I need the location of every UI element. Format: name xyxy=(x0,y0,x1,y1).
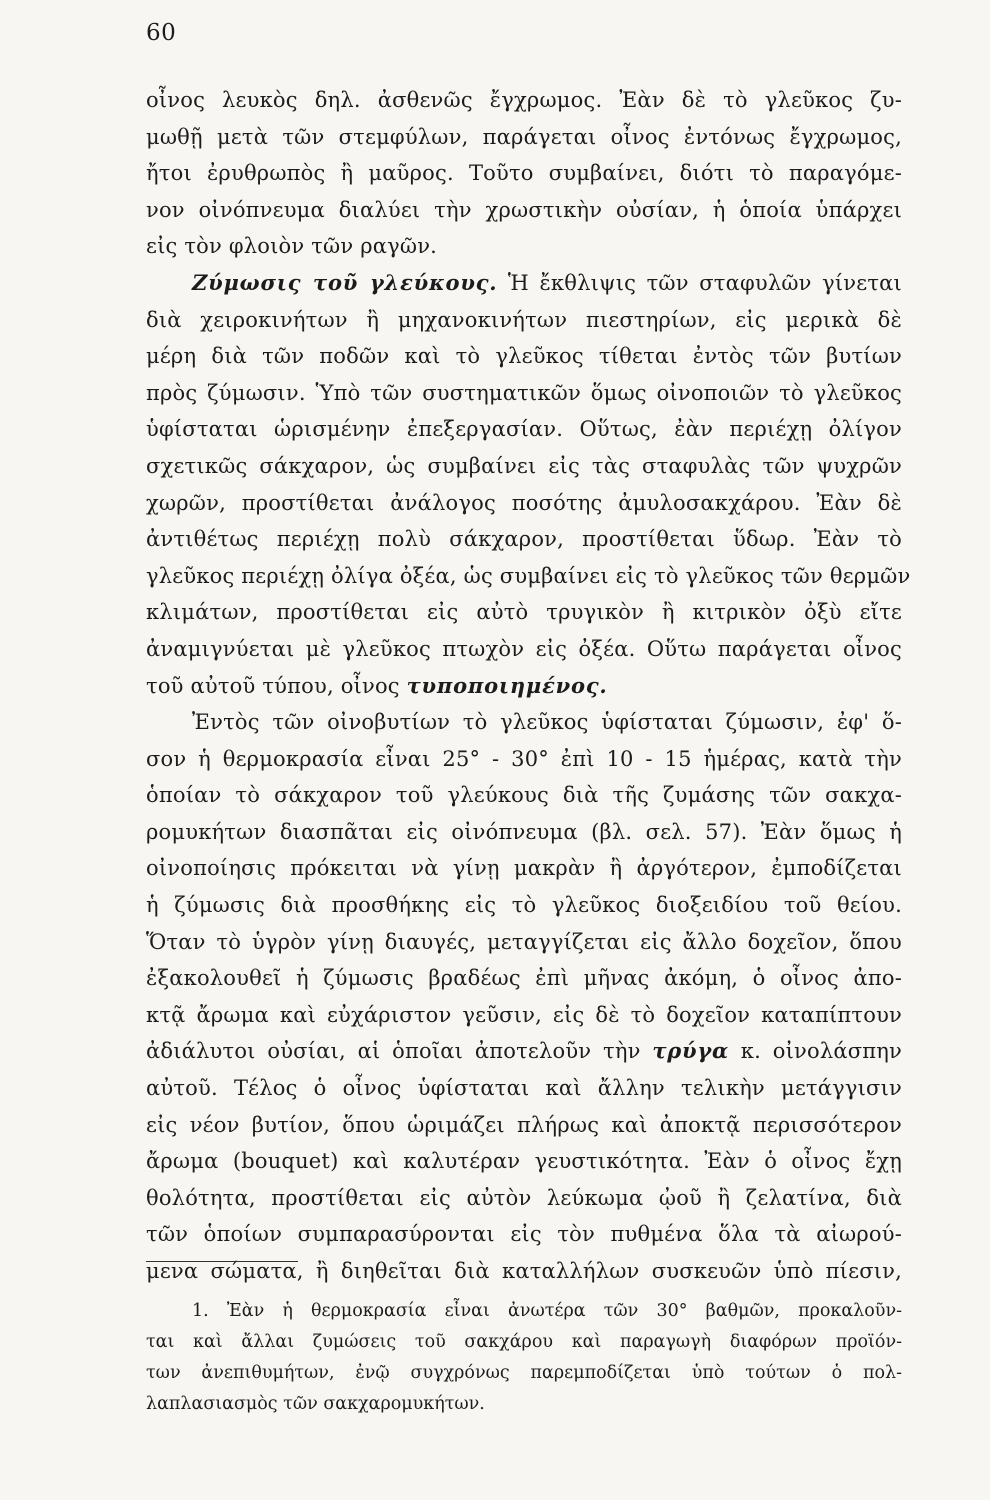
text-span: Ἡ ἔκθλιψις τῶν σταφυλῶν γίνεται xyxy=(497,270,902,295)
text-line: κλιμάτων, προστίθεται εἰς αὐτὸ τρυγικὸν ἢ κιτρικὸν ὀξὺ εἴτε xyxy=(146,600,902,625)
text-line: ἡ ζύμωσις διὰ προσθήκης εἰς τὸ γλεῦκος διοξειδίου τοῦ θείου. xyxy=(146,893,902,918)
text-line: αὐτοῦ. Τέλος ὁ οἶνος ὑφίσταται καὶ ἄλλην τελικὴν μετάγγισιν xyxy=(146,1076,902,1101)
footnote-line: 1. Ἐὰν ἡ θερμοκρασία εἶναι ἀνωτέρα τῶν 30° βαθμῶν, προκαλοῦν- xyxy=(192,1301,902,1321)
text-line: σον ἡ θερμοκρασία εἶναι 25° - 30° ἐπὶ 10 - 15 ἡμέρας, κατὰ τὴν xyxy=(146,746,902,771)
text-line: εἰς τὸν φλοιὸν τῶν ραγῶν. xyxy=(146,234,438,259)
footnote-divider xyxy=(146,1261,298,1262)
footnote-line: λαπλασιασμὸς τῶν σακχαρομυκήτων. xyxy=(146,1394,485,1414)
text-span: κ. οἰνολάσπην xyxy=(729,1039,902,1064)
text-line: οἶνος λευκὸς δηλ. ἀσθενῶς ἔγχρωμος. Ἐὰν δὲ τὸ γλεῦκος ζυ- xyxy=(146,88,902,112)
footnote-line: ται καὶ ἄλλαι ζυμώσεις τοῦ σακχάρου καὶ παραγωγὴ διαφόρων προϊόν- xyxy=(146,1332,902,1352)
text-line xyxy=(146,1033,902,1070)
text-line: τῶν ὁποίων συμπαρασύρονται εἰς τὸν πυθμένα ὅλα τὰ αἰωρού- xyxy=(146,1222,902,1247)
text-line: ἐξακολουθεῖ ἡ ζύμωσις βραδέως ἐπὶ μῆνας ἀκόμη, ὁ οἶνος ἀπο- xyxy=(146,966,902,991)
text-span: ἀδιάλυτοι οὐσίαι, αἱ ὁποῖαι ἀποτελοῦν τὴν xyxy=(146,1039,653,1064)
text-line: ἀναμιγνύεται μὲ γλεῦκος πτωχὸν εἰς ὀξέα. Οὕτω παράγεται οἶνος xyxy=(146,636,902,661)
text-line: ρομυκήτων διασπᾶται εἰς οἰνόπνευμα (βλ. σελ. 57). Ἐὰν ὅμως ἡ xyxy=(146,819,902,844)
text-line: διὰ χειροκινήτων ἢ μηχανοκινήτων πιεστηρίων, εἰς μερικὰ δὲ xyxy=(146,307,902,332)
text-span: τοῦ αὐτοῦ τύπου, οἶνος xyxy=(146,673,407,698)
section-first-line xyxy=(146,265,902,302)
emphasized-term: τρύγα xyxy=(652,1038,730,1064)
text-line: νον οἰνόπνευμα διαλύει τὴν χρωστικὴν οὐσίαν, ἡ ὁποία ὑπάρχει xyxy=(146,197,902,222)
text-line: ὑφίσταται ὡρισμένην ἐπεξεργασίαν. Οὕτως, ἐὰν περιέχῃ ὀλίγον xyxy=(146,417,902,442)
text-line: σχετικῶς σάκχαρον, ὡς συμβαίνει εἰς τὰς σταφυλὰς τῶν ψυχρῶν xyxy=(146,453,902,478)
text-line: ἀντιθέτως περιέχῃ πολὺ σάκχαρον, προστίθεται ὕδωρ. Ἐὰν τὸ xyxy=(146,527,902,552)
page-number: 60 xyxy=(146,20,177,46)
main-text xyxy=(146,82,911,1290)
text-line: χωρῶν, προστίθεται ἀνάλογος ποσότης ἀμυλοσακχάρου. Ἐὰν δὲ xyxy=(146,490,902,515)
text-line: μωθῇ μετὰ τῶν στεμφύλων, παράγεται οἶνος ἐντόνως ἔγχρωμος, xyxy=(146,124,902,149)
text-line: ὁποίαν τὸ σάκχαρον τοῦ γλεύκους διὰ τῆς ζυμάσης τῶν σακχα- xyxy=(146,783,902,808)
text-line: οἰνοποίησις πρόκειται νὰ γίνῃ μακρὰν ἢ ἀργότερον, ἐμποδίζεται xyxy=(146,856,902,881)
text-line: εἰς νέον βυτίον, ὅπου ὡριμάζει πλήρως καὶ ἀποκτᾷ περισσότερον xyxy=(146,1112,902,1137)
text-line: Ὅταν τὸ ὑγρὸν γίνῃ διαυγές, μεταγγίζεται εἰς ἄλλο δοχεῖον, ὅπου xyxy=(146,929,902,954)
text-line: πρὸς ζύμωσιν. Ὑπὸ τῶν συστηματικῶν ὅμως οἰνοποιῶν τὸ γλεῦκος xyxy=(146,380,902,405)
text-line: γλεῦκος περιέχῃ ὀλίγα ὀξέα, ὡς συμβαίνει εἰς τὸ γλεῦκος τῶν θερμῶν xyxy=(146,563,911,588)
text-line xyxy=(146,668,902,705)
text-line: ἄρωμα (bouquet) καὶ καλυτέραν γευστικότητα. Ἐὰν ὁ οἶνος ἔχῃ xyxy=(146,1149,902,1174)
footnote-line: των ἀνεπιθυμήτων, ἐνῷ συγχρόνως παρεμποδίζεται ὑπὸ τούτων ὁ πολ- xyxy=(146,1363,902,1383)
footnote xyxy=(146,1296,902,1420)
text-line: Ἐντὸς τῶν οἰνοβυτίων τὸ γλεῦκος ὑφίσταται ζύμωσιν, ἐφ' ὅ- xyxy=(192,710,902,735)
text-line: θολότητα, προστίθεται εἰς αὐτὸν λεύκωμα ᾠοῦ ἢ ζελατίνα, διὰ xyxy=(146,1185,902,1210)
text-line: κτᾷ ἄρωμα καὶ εὐχάριστον γεῦσιν, εἰς δὲ τὸ δοχεῖον καταπίπτουν xyxy=(146,1002,902,1027)
text-line: μενα σώματα, ἢ διηθεῖται διὰ καταλλήλων συσκευῶν ὑπὸ πίεσιν, xyxy=(146,1259,902,1283)
text-line: μέρη διὰ τῶν ποδῶν καὶ τὸ γλεῦκος τίθεται ἐντὸς τῶν βυτίων xyxy=(146,344,902,369)
emphasized-term: τυποποιημένος. xyxy=(406,672,608,698)
section-heading: Ζύμωσις τοῦ γλεύκους. xyxy=(192,269,498,295)
text-line: ἤτοι ἐρυθρωπὸς ἢ μαῦρος. Τοῦτο συμβαίνει, διότι τὸ παραγόμε- xyxy=(146,161,902,186)
